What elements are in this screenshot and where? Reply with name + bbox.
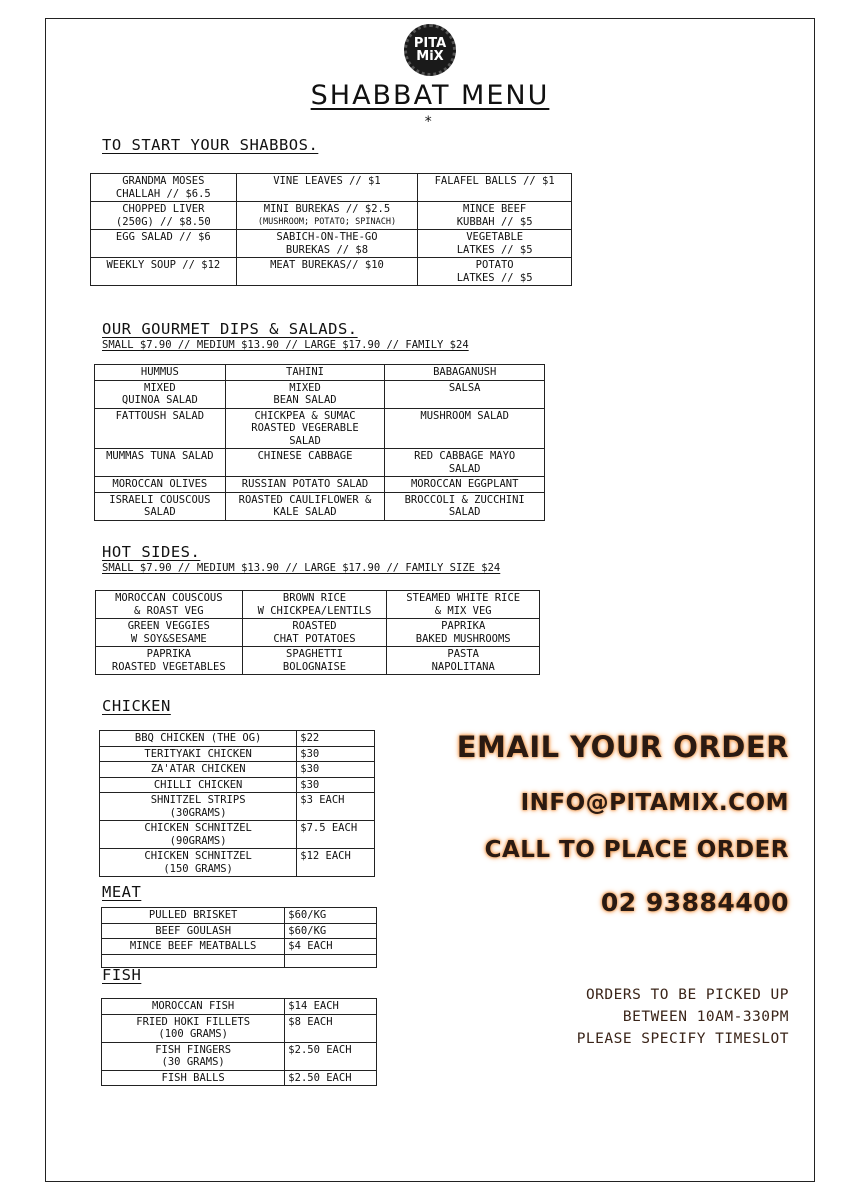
menu-cell	[385, 380, 545, 408]
start-row	[91, 202, 572, 230]
menu-cell-line: $14 EACH	[288, 1000, 339, 1012]
dips-row	[95, 449, 545, 477]
menu-cell	[385, 492, 545, 520]
menu-cell-line: SALSA	[448, 381, 481, 394]
menu-cell	[297, 777, 375, 793]
menu-cell-line: MINI BUREKAS // $2.5	[263, 203, 391, 215]
menu-cell-line: SALAD	[448, 506, 481, 518]
dips-row	[95, 380, 545, 408]
menu-cell	[297, 762, 375, 778]
menu-cell-line: KALE SALAD	[273, 506, 337, 518]
hot-prices: SMALL $7.90 // MEDIUM $13.90 // LARGE $17.90 // FAMILY SIZE $24	[102, 562, 501, 574]
menu-cell-line: CHICKEN SCHNITZEL	[144, 822, 252, 834]
menu-cell	[91, 230, 237, 258]
menu-cell	[297, 849, 375, 877]
dips-table	[94, 364, 545, 521]
menu-cell	[225, 408, 385, 449]
menu-cell-line: $3 EACH	[300, 794, 345, 806]
menu-cell	[102, 1042, 285, 1070]
menu-cell-line: RUSSIAN POTATO SALAD	[241, 478, 369, 490]
menu-cell-line: MIXED	[289, 381, 321, 394]
menu-cell	[96, 591, 243, 619]
menu-cell-line: BBQ CHICKEN (THE OG)	[134, 732, 262, 744]
menu-cell	[225, 365, 385, 381]
menu-cell-line: STEAMED WHITE RICE	[406, 592, 521, 604]
menu-cell-line: FRIED HOKI FILLETS	[136, 1015, 251, 1028]
menu-cell-line: MOROCCAN EGGPLANT	[410, 478, 519, 490]
menu-cell	[100, 777, 297, 793]
call-order-heading: CALL TO PLACE ORDER	[484, 837, 789, 863]
menu-cell-line: FALAFEL BALLS // $1	[434, 175, 555, 187]
menu-cell-line: & ROAST VEG	[134, 604, 204, 617]
menu-cell	[297, 731, 375, 747]
menu-cell-line: FISH BALLS	[161, 1071, 225, 1084]
chicken-row	[100, 821, 375, 849]
menu-cell	[418, 202, 572, 230]
start-table	[90, 173, 572, 286]
menu-cell-line: GRANDMA MOSES	[122, 175, 205, 187]
menu-cell-line: $30	[300, 747, 320, 760]
menu-cell-line: BROCCOLI & ZUCCHINI	[404, 493, 525, 506]
fish-heading: FISH	[102, 966, 142, 984]
menu-cell	[100, 762, 297, 778]
menu-cell-line: (100 GRAMS)	[158, 1028, 228, 1040]
chicken-table	[99, 730, 375, 877]
menu-cell	[102, 923, 285, 939]
menu-cell-line: CHICKPEA & SUMAC	[254, 409, 356, 422]
meat-row	[102, 954, 377, 967]
menu-cell	[242, 647, 387, 675]
menu-cell	[418, 174, 572, 202]
menu-cell-line: PULLED BRISKET	[148, 909, 238, 921]
menu-cell	[95, 449, 226, 477]
email-order-heading: EMAIL YOUR ORDER	[456, 730, 789, 764]
dips-row	[95, 492, 545, 520]
menu-cell-line: CHINESE CABBAGE	[257, 450, 353, 462]
menu-cell-line: BROWN RICE	[282, 592, 347, 604]
menu-cell-line: LATKES // $5	[456, 243, 533, 256]
menu-cell	[387, 647, 540, 675]
meat-row	[102, 923, 377, 939]
menu-cell-line: (30 GRAMS)	[161, 1056, 225, 1068]
menu-cell	[385, 365, 545, 381]
pickup-note-line: ORDERS TO BE PICKED UP	[585, 987, 789, 1003]
start-row	[91, 230, 572, 258]
start-row	[91, 174, 572, 202]
menu-cell-line: NAPOLITANA	[431, 660, 495, 673]
dips-row	[95, 408, 545, 449]
menu-cell	[285, 939, 377, 955]
menu-cell-line: $60/KG	[288, 924, 327, 937]
menu-cell-line: $4 EACH	[288, 940, 333, 952]
menu-cell	[96, 647, 243, 675]
chicken-row	[100, 849, 375, 877]
menu-cell-line: TERITYAKI CHICKEN	[144, 747, 252, 760]
menu-cell	[385, 477, 545, 493]
pitamix-logo	[404, 24, 456, 76]
menu-cell-line: MUSHROOM SALAD	[420, 409, 509, 422]
menu-cell-line: SALAD	[448, 462, 481, 475]
hot-sides-row	[96, 619, 540, 647]
chicken-row	[100, 731, 375, 747]
menu-cell	[387, 619, 540, 647]
menu-cell-line: MINCE BEEF	[463, 203, 527, 215]
fish-row	[102, 1014, 377, 1042]
menu-cell	[102, 1014, 285, 1042]
menu-cell-line: GREEN VEGGIES	[127, 620, 210, 632]
menu-cell-line: MIXED	[144, 381, 176, 394]
menu-cell-line: $2.50 EACH	[288, 1071, 352, 1084]
menu-cell-line: TAHINI	[286, 366, 324, 378]
pickup-note	[577, 984, 789, 1050]
page-title: SHABBAT MENU	[310, 80, 550, 111]
fish-row	[102, 1070, 377, 1086]
fish-row	[102, 999, 377, 1015]
menu-cell	[285, 954, 377, 967]
chicken-heading: CHICKEN	[102, 697, 171, 715]
menu-cell	[418, 230, 572, 258]
menu-cell-line: BUREKAS // $8	[285, 243, 369, 256]
menu-cell	[100, 793, 297, 821]
menu-cell-line: W CHICKPEA/LENTILS	[257, 604, 372, 617]
menu-cell	[297, 793, 375, 821]
menu-cell	[225, 380, 385, 408]
menu-cell	[242, 619, 387, 647]
menu-cell	[285, 923, 377, 939]
hot-sides-row	[96, 591, 540, 619]
menu-cell-line: (90GRAMS)	[169, 834, 227, 847]
menu-cell-line: EGG SALAD // $6	[115, 231, 211, 243]
menu-cell	[102, 999, 285, 1015]
menu-cell-line: WEEKLY SOUP // $12	[106, 259, 221, 271]
hot-heading: HOT SIDES.	[102, 543, 201, 561]
menu-cell	[236, 230, 418, 258]
menu-cell-line: CHILLI CHICKEN	[153, 778, 243, 791]
fish-table	[101, 998, 377, 1086]
menu-cell	[102, 1070, 285, 1086]
menu-cell	[225, 477, 385, 493]
start-row	[91, 258, 572, 286]
menu-cell-line: (MUSHROOM; POTATO; SPINACH)	[257, 216, 397, 227]
menu-cell-line: SALAD	[289, 434, 321, 447]
chicken-row	[100, 746, 375, 762]
menu-cell-line: W SOY&SESAME	[130, 632, 207, 645]
menu-cell-line: ROASTED CAULIFLOWER &	[238, 493, 372, 506]
menu-cell-line: (30GRAMS)	[169, 806, 227, 819]
meat-table	[101, 907, 377, 968]
hot-sides-table	[95, 590, 540, 675]
dips-row	[95, 365, 545, 381]
menu-cell-line: ZA'ATAR CHICKEN	[150, 763, 246, 775]
menu-cell	[285, 1042, 377, 1070]
menu-cell-line: VEGETABLE	[466, 231, 524, 243]
logo-line-1: PITA	[413, 36, 447, 51]
menu-cell-line: RED CABBAGE MAYO	[414, 450, 516, 462]
menu-cell	[91, 174, 237, 202]
menu-cell-line: HUMMUS	[140, 366, 179, 378]
menu-cell-line: FISH FINGERS	[155, 1043, 232, 1056]
menu-cell-line: (250G) // $8.50	[115, 215, 211, 228]
title-star: *	[424, 114, 433, 130]
menu-cell-line: SHNITZEL STRIPS	[150, 794, 246, 806]
menu-cell-line: FATTOUSH SALAD	[115, 409, 205, 422]
menu-cell-line: BEAN SALAD	[273, 394, 337, 406]
order-email[interactable]: INFO@PITAMIX.COM	[520, 790, 789, 816]
menu-cell-line: $30	[300, 763, 320, 775]
menu-cell-line: $7.5 EACH	[300, 822, 358, 834]
menu-cell-line: MOROCCAN COUSCOUS	[115, 592, 223, 604]
menu-cell	[96, 619, 243, 647]
menu-cell-line: & MIX VEG	[434, 604, 492, 617]
menu-cell	[100, 821, 297, 849]
menu-cell	[418, 258, 572, 286]
menu-cell-line: ROASTED VEGETABLES	[111, 660, 226, 673]
menu-cell	[242, 591, 387, 619]
menu-cell-line: (150 GRAMS)	[163, 862, 233, 875]
menu-cell-line: BAKED MUSHROOMS	[415, 632, 511, 645]
menu-cell-line: SABICH-ON-THE-GO	[276, 231, 378, 243]
menu-cell-line: ROASTED	[292, 620, 337, 632]
menu-cell	[385, 408, 545, 449]
chicken-row	[100, 762, 375, 778]
menu-cell	[285, 908, 377, 924]
menu-cell	[95, 408, 226, 449]
menu-cell	[100, 746, 297, 762]
menu-cell-line: MUMMAS TUNA SALAD	[106, 450, 214, 462]
menu-cell-line: ISRAELI COUSCOUS	[109, 493, 211, 506]
menu-cell	[95, 492, 226, 520]
menu-cell-line: MOROCCAN OLIVES	[112, 478, 208, 490]
menu-cell-line: VINE LEAVES // $1	[273, 175, 381, 187]
menu-cell-line: BABAGANUSH	[433, 366, 497, 378]
menu-cell	[95, 477, 226, 493]
menu-cell	[285, 999, 377, 1015]
menu-cell-line: LATKES // $5	[456, 271, 533, 284]
menu-cell-line: KUBBAH // $5	[456, 215, 533, 228]
menu-cell	[285, 1070, 377, 1086]
menu-cell-line: PAPRIKA	[441, 620, 486, 632]
menu-cell-line: BEEF GOULASH	[155, 924, 232, 937]
start-heading: TO START YOUR SHABBOS.	[102, 136, 319, 154]
menu-cell	[95, 365, 226, 381]
hot-sides-row	[96, 647, 540, 675]
menu-cell-line: CHOPPED LIVER	[122, 203, 205, 215]
menu-cell	[102, 939, 285, 955]
menu-cell-line: SALAD	[144, 506, 176, 518]
meat-row	[102, 939, 377, 955]
dips-row	[95, 477, 545, 493]
menu-cell	[91, 202, 237, 230]
menu-cell	[91, 258, 237, 286]
menu-cell-line: ROASTED VEGERABLE	[251, 422, 359, 434]
menu-cell	[95, 380, 226, 408]
menu-cell-line: $22	[300, 732, 320, 744]
menu-cell	[387, 591, 540, 619]
meat-row	[102, 908, 377, 924]
chicken-row	[100, 777, 375, 793]
menu-cell	[285, 1014, 377, 1042]
dips-prices: SMALL $7.90 // MEDIUM $13.90 // LARGE $17.90 // FAMILY $24	[102, 339, 469, 351]
menu-cell	[102, 908, 285, 924]
menu-cell	[297, 746, 375, 762]
menu-cell	[100, 731, 297, 747]
menu-cell-line: SPAGHETTI	[286, 648, 343, 660]
menu-cell-line: $2.50 EACH	[288, 1043, 352, 1056]
menu-cell-line: BOLOGNAISE	[282, 660, 347, 673]
fish-row	[102, 1042, 377, 1070]
menu-cell	[297, 821, 375, 849]
menu-cell-line: $8 EACH	[288, 1015, 333, 1028]
logo-line-2: MiX	[416, 49, 444, 64]
menu-cell-line: PAPRIKA	[146, 648, 191, 660]
menu-cell-line: POTATO	[475, 259, 514, 271]
menu-cell-line: MEAT BUREKAS// $10	[270, 259, 384, 271]
menu-cell-line: $60/KG	[288, 909, 327, 921]
menu-cell	[236, 202, 418, 230]
pickup-note-line: BETWEEN 10AM-330PM	[622, 1009, 789, 1025]
menu-cell-line: PASTA	[447, 648, 479, 660]
dips-heading: OUR GOURMET DIPS & SALADS.	[102, 320, 358, 338]
pickup-note-line: PLEASE SPECIFY TIMESLOT	[576, 1031, 789, 1047]
menu-cell-line: CHALLAH // $6.5	[115, 187, 211, 200]
menu-cell-line: $30	[300, 778, 320, 791]
order-phone[interactable]: 02 93884400	[600, 888, 789, 917]
menu-cell	[100, 849, 297, 877]
menu-cell-line: CHICKEN SCHNITZEL	[144, 850, 252, 862]
menu-cell	[385, 449, 545, 477]
menu-cell-line: MOROCCAN FISH	[152, 1000, 235, 1012]
chicken-row	[100, 793, 375, 821]
meat-heading: MEAT	[102, 883, 142, 901]
menu-cell-line: MINCE BEEF MEATBALLS	[129, 940, 257, 952]
menu-cell	[236, 174, 418, 202]
menu-cell	[225, 449, 385, 477]
menu-cell-line: $12 EACH	[300, 850, 351, 862]
menu-cell-line: CHAT POTATOES	[273, 632, 356, 645]
menu-cell	[225, 492, 385, 520]
menu-cell	[236, 258, 418, 286]
menu-cell-line: QUINOA SALAD	[121, 394, 198, 406]
